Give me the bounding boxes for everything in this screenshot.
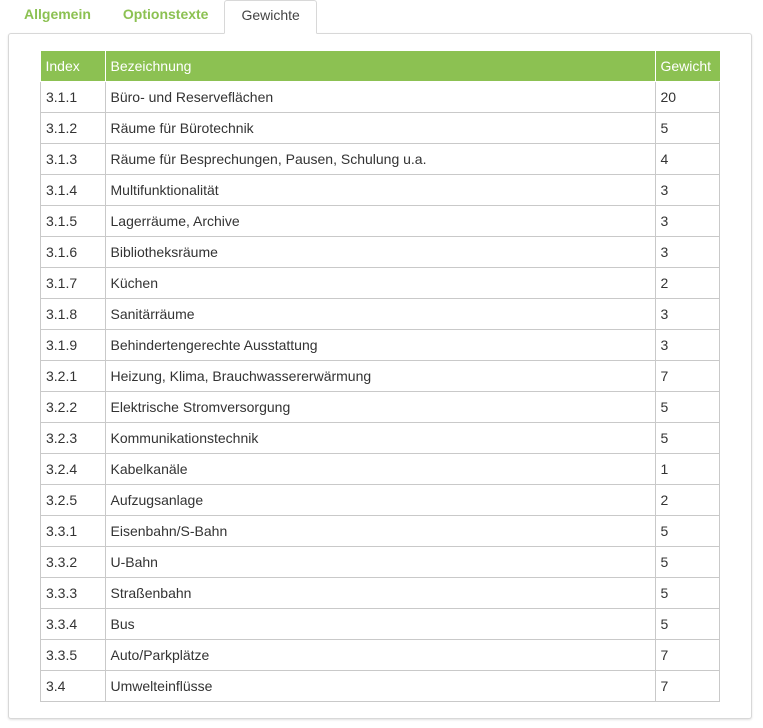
cell-index: 3.1.8 — [41, 299, 106, 330]
cell-name: Kommunikationstechnik — [105, 423, 655, 454]
cell-name: Straßenbahn — [105, 578, 655, 609]
cell-index: 3.2.5 — [41, 485, 106, 516]
cell-index: 3.1.4 — [41, 175, 106, 206]
column-header-name: Bezeichnung — [105, 51, 655, 82]
cell-name: Sanitärräume — [105, 299, 655, 330]
cell-weight: 5 — [655, 423, 720, 454]
table-row — [41, 516, 720, 547]
cell-name: Multifunktionalität — [105, 175, 655, 206]
cell-weight: 5 — [655, 113, 720, 144]
cell-weight: 3 — [655, 237, 720, 268]
cell-weight: 2 — [655, 485, 720, 516]
table-row — [41, 206, 720, 237]
cell-name: Aufzugsanlage — [105, 485, 655, 516]
cell-index: 3.2.1 — [41, 361, 106, 392]
cell-index: 3.2.3 — [41, 423, 106, 454]
cell-index: 3.1.5 — [41, 206, 106, 237]
cell-weight: 4 — [655, 144, 720, 175]
table-row — [41, 423, 720, 454]
cell-index: 3.4 — [41, 671, 106, 702]
cell-name: Auto/Parkplätze — [105, 640, 655, 671]
cell-index: 3.1.7 — [41, 268, 106, 299]
tab-bar — [8, 0, 317, 33]
cell-weight: 5 — [655, 392, 720, 423]
table-row — [41, 175, 720, 206]
cell-index: 3.2.4 — [41, 454, 106, 485]
cell-name: U-Bahn — [105, 547, 655, 578]
table-row — [41, 144, 720, 175]
cell-index: 3.3.3 — [41, 578, 106, 609]
cell-weight: 3 — [655, 299, 720, 330]
table-row — [41, 361, 720, 392]
table-row — [41, 113, 720, 144]
table-row — [41, 330, 720, 361]
cell-weight: 5 — [655, 609, 720, 640]
cell-index: 3.1.1 — [41, 82, 106, 113]
cell-name: Küchen — [105, 268, 655, 299]
cell-name: Bus — [105, 609, 655, 640]
table-row — [41, 392, 720, 423]
cell-name: Lagerräume, Archive — [105, 206, 655, 237]
cell-weight: 20 — [655, 82, 720, 113]
table-row — [41, 485, 720, 516]
weights-panel — [8, 33, 752, 719]
cell-name: Eisenbahn/S-Bahn — [105, 516, 655, 547]
cell-index: 3.3.1 — [41, 516, 106, 547]
table-header-row — [41, 51, 720, 82]
cell-name: Räume für Besprechungen, Pausen, Schulung u.a. — [105, 144, 655, 175]
table-row — [41, 609, 720, 640]
cell-name: Räume für Bürotechnik — [105, 113, 655, 144]
tab-allgemein[interactable]: Allgemein — [24, 6, 91, 22]
table-row — [41, 547, 720, 578]
cell-weight: 7 — [655, 671, 720, 702]
table-row — [41, 299, 720, 330]
tab-gewichte[interactable]: Gewichte — [224, 0, 316, 34]
cell-weight: 5 — [655, 516, 720, 547]
cell-index: 3.3.5 — [41, 640, 106, 671]
weights-table-body — [41, 82, 720, 702]
weights-table — [40, 51, 720, 702]
cell-name: Elektrische Stromversorgung — [105, 392, 655, 423]
cell-index: 3.2.2 — [41, 392, 106, 423]
cell-weight: 7 — [655, 361, 720, 392]
column-header-index: Index — [41, 51, 106, 82]
cell-name: Kabelkanäle — [105, 454, 655, 485]
cell-name: Behindertengerechte Ausstattung — [105, 330, 655, 361]
table-row — [41, 578, 720, 609]
table-row — [41, 268, 720, 299]
table-row — [41, 640, 720, 671]
cell-name: Heizung, Klima, Brauchwassererwärmung — [105, 361, 655, 392]
cell-name: Büro- und Reserveflächen — [105, 82, 655, 113]
cell-name: Umwelteinflüsse — [105, 671, 655, 702]
cell-weight: 3 — [655, 330, 720, 361]
cell-weight: 5 — [655, 578, 720, 609]
table-row — [41, 237, 720, 268]
cell-index: 3.1.6 — [41, 237, 106, 268]
cell-weight: 3 — [655, 206, 720, 237]
cell-weight: 7 — [655, 640, 720, 671]
cell-index: 3.1.3 — [41, 144, 106, 175]
cell-weight: 2 — [655, 268, 720, 299]
tab-optionstexte[interactable]: Optionstexte — [122, 6, 209, 22]
cell-weight: 1 — [655, 454, 720, 485]
table-row — [41, 671, 720, 702]
cell-index: 3.3.2 — [41, 547, 106, 578]
cell-weight: 5 — [655, 547, 720, 578]
column-header-weight: Gewicht — [655, 51, 720, 82]
cell-index: 3.1.2 — [41, 113, 106, 144]
cell-index: 3.1.9 — [41, 330, 106, 361]
cell-index: 3.3.4 — [41, 609, 106, 640]
cell-weight: 3 — [655, 175, 720, 206]
cell-name: Bibliotheksräume — [105, 237, 655, 268]
table-row — [41, 82, 720, 113]
table-row — [41, 454, 720, 485]
